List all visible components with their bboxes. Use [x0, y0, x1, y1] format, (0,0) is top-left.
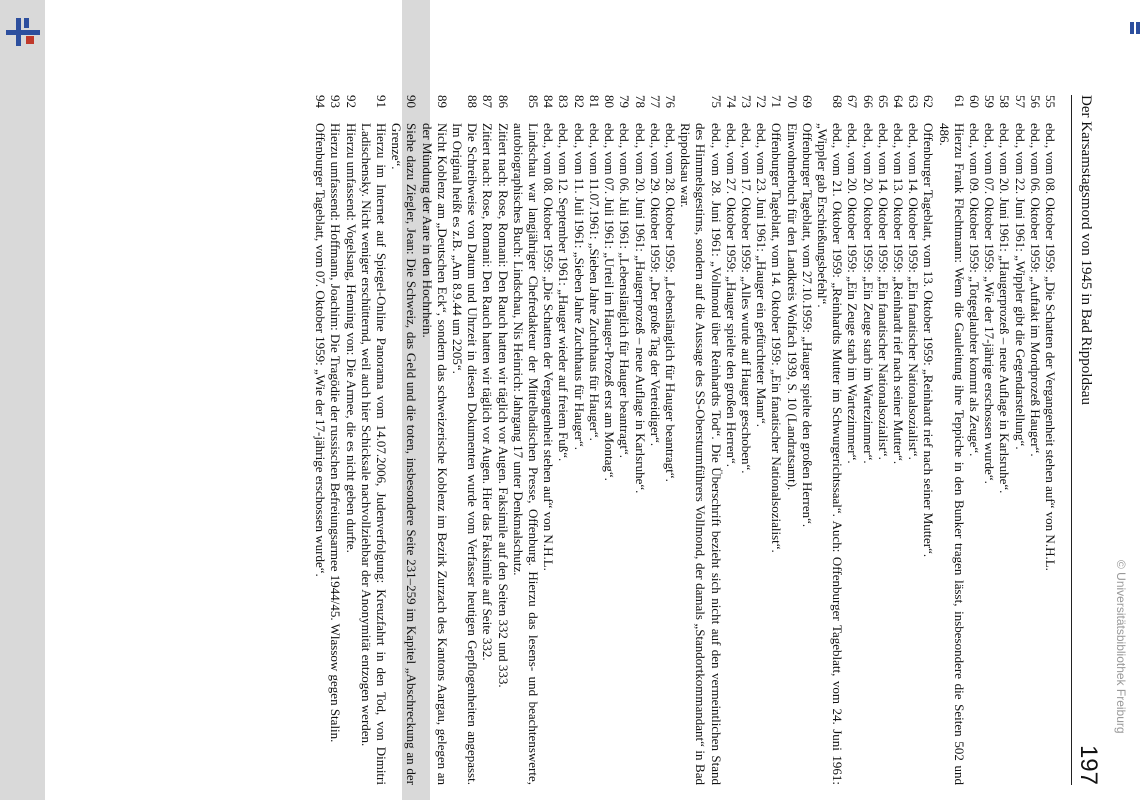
footnote-number: 62: [921, 95, 937, 108]
footnote-text: ebd., vom 12. September 1961: „Hauger wieder auf freiem Fuß“.: [556, 123, 572, 462]
footnote-number: 74: [723, 95, 739, 108]
footnote-item: [663, 95, 678, 785]
footnote-item: [906, 95, 921, 785]
footnote-item: [617, 95, 632, 785]
footnote-text: Siehe dazu Ziegler, Jean: Die Schweiz, das Geld und die toten, insbesondere Seite 231–259 im Kapitel „Abschreckung an der Grenze“.: [389, 123, 420, 785]
footnote-item: [784, 95, 799, 785]
footnote-number: 86: [495, 95, 511, 108]
footnote-item: [511, 95, 541, 785]
footnote-number: 78: [632, 95, 648, 108]
footnote-item: [724, 95, 739, 785]
footnote-number: 84: [541, 95, 557, 108]
footnote-item: [1012, 95, 1027, 785]
footnote-text: ebd., vom 06. Juli 1961: „Lebenslänglich für Hauger beantragt“.: [617, 123, 633, 459]
footnote-text: ebd., vom 14. Oktober 1959: „Ein fanatischer Nationalsozialist“.: [906, 123, 922, 460]
corner-logo-icon: [1128, 22, 1142, 34]
footnote-text: Zitiert nach: Rose, Romani: Den Rauch hatten wir täglich vor Augen. Faksimile auf den Seiten 332 und 333.: [495, 123, 511, 688]
footnote-text: ebd., vom 27. Oktober 1959: „Hauger spielte den großen Herren“.: [723, 123, 739, 468]
footnote-item: [1043, 95, 1058, 785]
footnote-number: 64: [890, 95, 906, 108]
footnote-text: ebd., vom 07. Oktober 1959: „Wie der 17-jährige erschossen wurde“.: [982, 123, 998, 484]
page-number: 197: [1075, 744, 1102, 785]
footnote-item: [480, 95, 495, 785]
footnote-item: [587, 95, 602, 785]
footnote-number: 89: [434, 95, 450, 108]
footnote-text: Offenburger Tageblatt, vom 27.10.1959: „Hauger spielte den großen Herren“.: [799, 123, 815, 528]
footnote-item: [419, 95, 449, 785]
footnote-number: 58: [997, 95, 1013, 108]
footnote-number: 69: [799, 95, 815, 108]
footnote-text: ebd., vom 06. Oktober 1959: „Auftakt im Mordprozeß Hauger“.: [1027, 123, 1043, 457]
footnote-number: 94: [313, 95, 329, 108]
footnote-text: ebd., vom 14. Oktober 1959: „Ein fanatischer Nationalsozialist“.: [875, 123, 891, 460]
footnote-number: 83: [556, 95, 572, 108]
footnote-number: 60: [966, 95, 982, 108]
footnote-item: [313, 95, 328, 785]
footnote-text: ebd., vom 22. Juni 1961: „Wippler gibt die Gegendarstellung“.: [1012, 123, 1028, 450]
footnote-item: [632, 95, 647, 785]
footnote-item: [876, 95, 891, 785]
footnote-item: [602, 95, 617, 785]
footnote-number: 65: [875, 95, 891, 108]
footnote-number: 56: [1027, 95, 1043, 108]
footnote-item: [678, 95, 724, 785]
footnote-item: [739, 95, 754, 785]
footnote-number: 59: [982, 95, 998, 108]
footnote-item: [328, 95, 343, 785]
university-logo-icon: [2, 12, 42, 52]
footnote-number: 75: [708, 95, 724, 108]
footnote-item: [1028, 95, 1043, 785]
footnote-number: 93: [328, 95, 344, 108]
footnote-number: 66: [860, 95, 876, 108]
footnote-text: Offenburger Tageblatt, vom 14. Oktober 1959: „Ein fanatischer Nationalsozialist“.: [769, 123, 785, 553]
footnote-number: 71: [769, 95, 785, 108]
footnote-item: [495, 95, 510, 785]
footnote-text: Offenburger Tageblatt, vom 07. Oktober 1959: „Wie der 17-jährige erschossen wurde“.: [313, 123, 329, 577]
footnote-number: 76: [662, 95, 678, 108]
footnote-text: ebd., vom 11.07.1961: „Sieben Jahre Zuchthaus für Hauger“.: [586, 123, 602, 441]
footnote-text: Hierzu umfassend: Vogelsang, Henning von: Die Armee, die es nicht geben durfte.: [343, 123, 359, 553]
footnote-number: 85: [526, 95, 542, 108]
faded-copyright-top: © Universitätsbibliothek Freiburg: [1114, 560, 1128, 734]
footnote-number: 63: [906, 95, 922, 108]
footnote-text: ebd., vom 08. Oktober 1959: „Die Schatten der Vergangenheit stehen auf“ von N.H.L.: [1043, 123, 1058, 571]
rotated-page: [90, 95, 1102, 785]
footnote-number: 87: [480, 95, 496, 108]
footnote-number: 67: [845, 95, 861, 108]
footnote-item: [389, 95, 419, 785]
footnote-item: [450, 95, 480, 785]
footnote-item: [556, 95, 571, 785]
footnote-number: 70: [784, 95, 800, 108]
footnote-item: [845, 95, 860, 785]
footnote-text: ebd., vom 21. Oktober 1959: „Reinhardts Mutter im Schwurgerichtssaal“. Auch: Offenburger Tageblatt, vom 24. Juni 1961: „Wippler gab Erschießungsbefehl“.: [814, 123, 846, 785]
footnote-text: Hierzu im Internet auf Spiegel-Online Panorama vom 14.07.2006, Judenverfolgung: Kreuzfahrt in den Tod, von Dimitri Ladischensky. Nicht weniger erschütternd, weil auch hier Schicksale nachvollziehbar der Anonymität entzogen werden.: [358, 123, 390, 785]
footnote-item: [982, 95, 997, 785]
footnote-text: ebd., vom 20. Juni 1961: „Haugerprozeß – neue Auflage in Karlsruhe“.: [632, 123, 648, 494]
footnote-item: [769, 95, 784, 785]
footnote-text: Lindschau war langjähriger Chefredakteur der Mittelbadischen Presse, Offenburg. Hierzu das lesens- und beachtenswerte, autobiographisches Buch: Lindschau, Nis Heinrich: Jahrgang 17 unter Denkmalschutz.: [510, 123, 542, 785]
footnote-text: ebd., vom 07. Juli 1961: „Urteil im Hauger-Prozeß erst am Montag“.: [602, 123, 618, 481]
footnote-item: [359, 95, 389, 785]
footnote-text: ebd., vom 29. Oktober 1959: „Der große Tag der Verteidiger“.: [647, 123, 663, 447]
footnote-text: ebd., vom 11. Juli 1961: „Sieben Jahre Zuchthaus für Hauger“.: [571, 123, 587, 450]
footnote-text: Offenburger Tageblatt, vom 13. Oktober 1959: „Reinhardt rief nach seiner Mutter“.: [921, 123, 937, 558]
footnote-text: ebd., vom 08. Oktober 1959: „Die Schatten der Vergangenheit stehen auf“ von N.H.L.: [541, 123, 557, 571]
footnote-list: [313, 95, 1058, 785]
footnote-text: Die Schreibweise von Datum und Uhrzeit in diesen Dokumenten wurde vom Verfasser heutigen Gepflogenheiten angepasst. Im Original heißt es z.B. „Am 8.9.44 um 2205“.: [450, 123, 481, 785]
footnote-number: 61: [951, 95, 967, 108]
footnote-item: [967, 95, 982, 785]
footnote-number: 80: [602, 95, 618, 108]
footnote-text: Zitiert nach: Rose, Romani: Den Rauch hatten wir täglich vor Augen. Hier das Faksimile auf Seite 332.: [480, 123, 496, 661]
footnote-text: Hierzu umfassend: Hoffmann, Joachim: Die Tragödie der russischen Befreiungsarmee 1944/45. Wlassow gegen Stalin.: [328, 123, 344, 743]
footnote-item: [800, 95, 815, 785]
footnote-number: 72: [754, 95, 770, 108]
footnote-text: ebd., vom 09. Oktober 1959: „Totgeglaubter kommt als Zeuge“.: [966, 123, 982, 457]
footnote-number: 79: [617, 95, 633, 108]
footnote-text: Nicht Koblenz am „Deutschen Eck“, sondern das schweizerische Koblenz im Bezirk Zurzach des Kantons Aargau, gelegen an der Mündung der Aare in den Hochrhein.: [419, 123, 450, 785]
footnote-number: 68: [830, 95, 846, 108]
footnote-item: [891, 95, 906, 785]
footnote-item: [343, 95, 358, 785]
left-gray-strip: [0, 0, 45, 800]
footnote-number: 73: [738, 95, 754, 108]
footnote-item: [648, 95, 663, 785]
footnote-text: ebd., vom 20. Oktober 1959: „Ein Zeuge starb im Wartezimmer“.: [845, 123, 861, 464]
footnote-number: 88: [465, 95, 481, 108]
running-title: Der Karsamstagsmord von 1945 in Bad Rippoldsau: [1078, 95, 1094, 405]
footnote-text: ebd., vom 28. Juni 1961: „Vollmond über Reinhardts Tod“. Die Überschrift bezieht sich nicht auf den vermeintlichen Stand des Himmelsgestirns, sondern auf die Aussage des SS-Obersturmführers Vollmond, der damals „Standortkommandant“ in Bad Rippoldsau war.: [678, 123, 724, 785]
running-head: [1071, 95, 1100, 785]
footnote-text: ebd., vom 23. Juni 1961: „Hauger ein gefürchteter Mann“.: [754, 123, 770, 427]
footnote-item: [997, 95, 1012, 785]
footnote-number: 81: [586, 95, 602, 108]
footnote-number: 82: [571, 95, 587, 108]
footnote-number: 91: [374, 95, 390, 108]
footnote-number: 55: [1043, 95, 1058, 108]
footnote-item: [815, 95, 845, 785]
footnote-number: 77: [647, 95, 663, 108]
footnote-item: [572, 95, 587, 785]
footnote-number: 90: [404, 95, 420, 108]
footnote-item: [936, 95, 966, 785]
footnote-text: ebd., vom 17. Oktober 1959: „Alles wurde auf Hauger geschoben“.: [738, 123, 754, 474]
footnote-text: Hierzu Frank Flechtmann: Wenn die Gauleitung ihre Teppiche in den Bunker tragen lässt, insbesondere die Seiten 502 und 486.: [936, 123, 967, 785]
footnote-text: ebd., vom 28. Oktober 1959: „Lebenslänglich für Hauger beantragt“.: [662, 123, 678, 482]
footnote-item: [754, 95, 769, 785]
footnote-number: 92: [343, 95, 359, 108]
footnote-text: ebd., vom 13. Oktober 1959: „Reinhardt rief nach seiner Mutter“.: [890, 123, 906, 465]
footnote-text: ebd., vom 20. Oktober 1959: „Ein Zeuge starb im Wartezimmer“.: [860, 123, 876, 464]
footnote-item: [860, 95, 875, 785]
footnote-item: [921, 95, 936, 785]
footnote-number: 57: [1012, 95, 1028, 108]
footnote-text: Einwohnerbuch für den Landkreis Wolfach 1939, S. 10 (Landratsamt).: [784, 123, 800, 491]
footnote-text: ebd., vom 20. Juni 1961: „Haugerprozeß – neue Auflage in Karlsruhe“.: [997, 123, 1013, 494]
footnote-item: [541, 95, 556, 785]
